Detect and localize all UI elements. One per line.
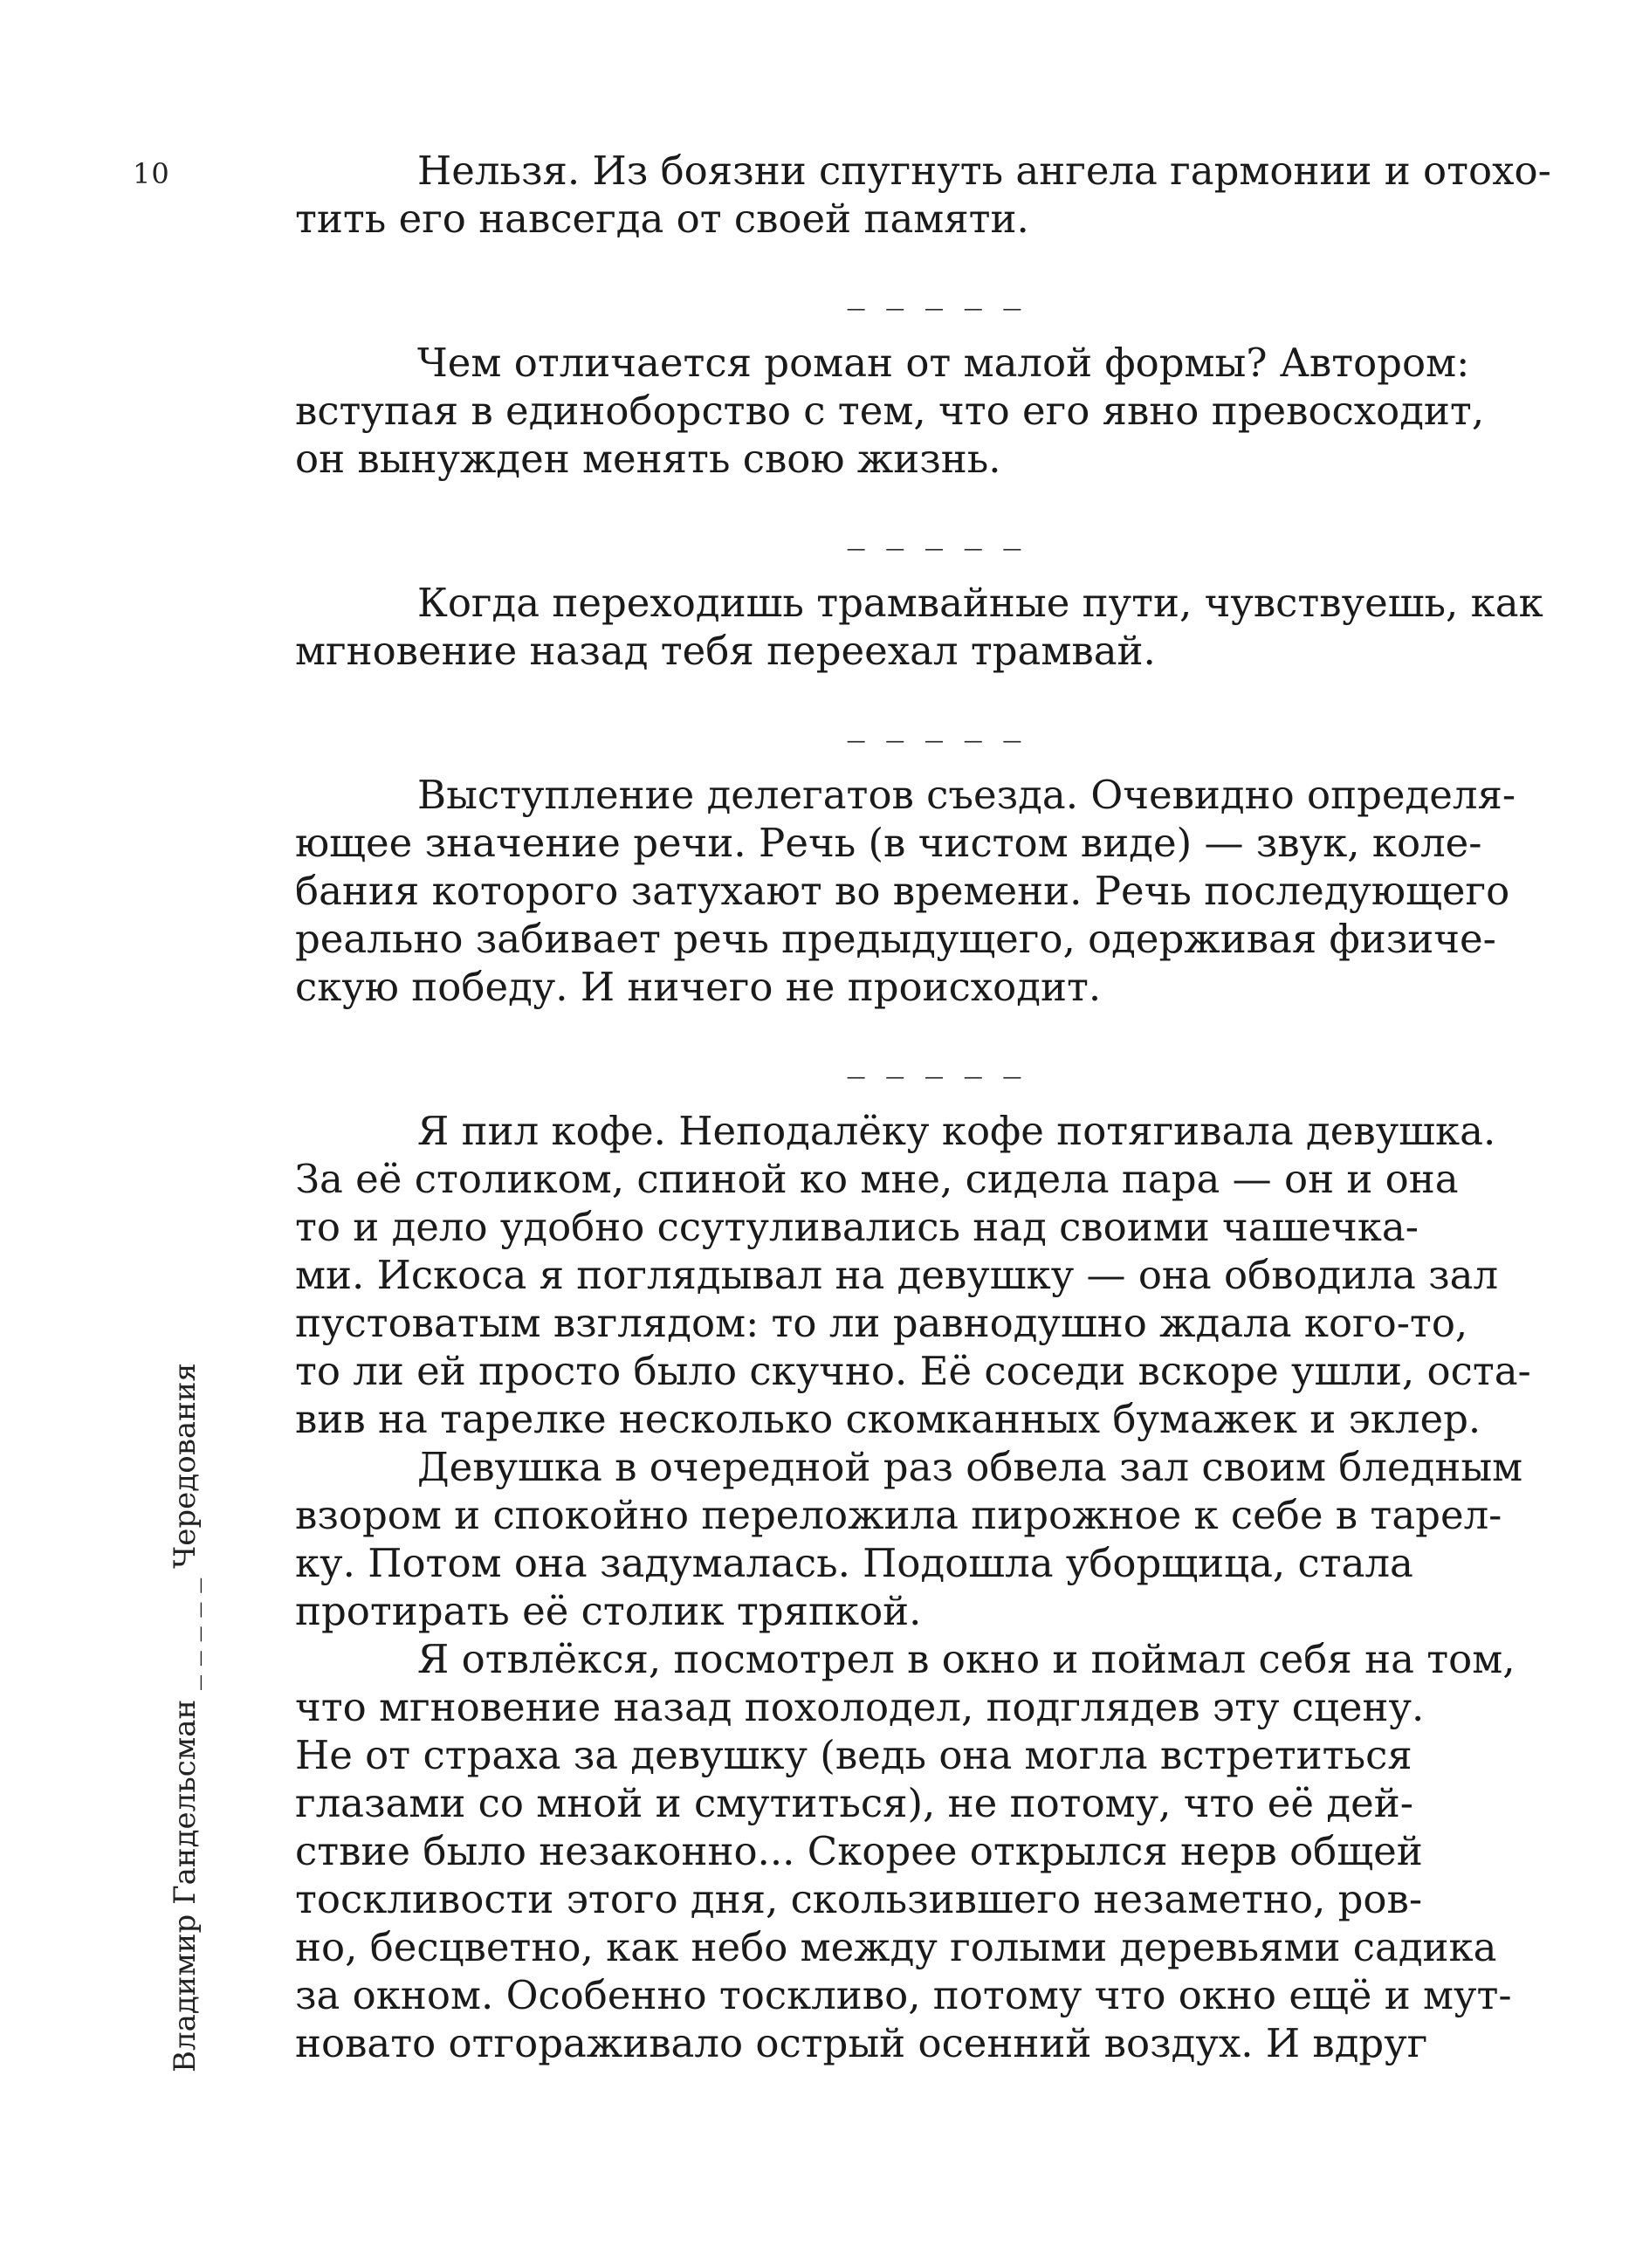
section-separator: _ _ _ _ _ (847, 703, 1027, 743)
text-line: тоскливости этого дня, скользившего незаметно, ров- (295, 1876, 1423, 1922)
text-section (295, 579, 1543, 675)
running-head: Владимир Гандельсман _ _ _ _ _ Чередования (168, 1363, 203, 2072)
text-line: Когда переходишь трамвайные пути, чувствуешь, как (417, 580, 1543, 626)
text-section (295, 339, 1485, 483)
section-separator: _ _ _ _ _ (847, 511, 1027, 551)
paragraph (295, 147, 1551, 243)
text-line: то и дело удобно ссутуливались над своими чашечка- (295, 1204, 1419, 1250)
text-line: но, бесцветно, как небо между голыми деревьями садика (295, 1924, 1497, 1970)
paragraph (295, 1635, 1516, 2067)
text-line: что мгновение назад похолодел, подглядев эту сцену. (295, 1684, 1425, 1730)
text-line: вступая в единоборство с тем, что его явно превосходит, (295, 388, 1485, 434)
text-section (295, 771, 1516, 1011)
paragraph (295, 1443, 1523, 1635)
text-line: Не от страха за девушку (ведь она могла встретиться (295, 1732, 1412, 1778)
text-column (295, 147, 1551, 2067)
text-line: ствие было незаконно... Скорее открылся нерв общей (295, 1828, 1423, 1874)
text-section (295, 147, 1551, 243)
text-section (295, 1107, 1531, 2067)
text-line: Девушка в очередной раз обвела зал своим бледным (417, 1444, 1523, 1490)
text-line: мгновение назад тебя переехал трамвай. (295, 628, 1156, 674)
paragraph (295, 771, 1516, 1011)
text-line: новато отгораживало острый осенний воздух. И вдруг (295, 2020, 1428, 2066)
section-separator: _ _ _ _ _ (847, 271, 1027, 311)
text-line: скую победу. И ничего не происходит. (295, 964, 1102, 1010)
text-line: бания которого затухают во времени. Речь последующего (295, 868, 1510, 914)
text-line: Чем отличается роман от малой формы? Автором: (417, 340, 1470, 386)
paragraph (295, 579, 1543, 675)
text-line: то ли ей просто было скучно. Её соседи вскоре ушли, оста- (295, 1348, 1531, 1394)
text-line: вив на тарелке несколько скомканных бумажек и эклер. (295, 1396, 1481, 1442)
page-number: 10 (133, 157, 170, 190)
text-line: ми. Искоса я поглядывал на девушку — она обводила зал (295, 1252, 1499, 1298)
text-line: протирать её столик тряпкой. (295, 1588, 922, 1634)
section-separator: _ _ _ _ _ (847, 1039, 1027, 1079)
text-line: Выступление делегатов съезда. Очевидно определя- (417, 772, 1516, 818)
paragraph (295, 1107, 1531, 1443)
text-line: ку. Потом она задумалась. Подошла уборщица, стала (295, 1540, 1413, 1586)
text-line: за окном. Особенно тоскливо, потому что окно ещё и мут- (295, 1972, 1512, 2018)
text-line: Нельзя. Из боязни спугнуть ангела гармонии и отохо- (417, 148, 1551, 194)
text-line: Я пил кофе. Неподалёку кофе потягивала девушка. (417, 1108, 1496, 1154)
text-line: пустоватым взглядом: то ли равнодушно ждала кого-то, (295, 1300, 1468, 1346)
text-line: Я отвлёкся, посмотрел в окно и поймал себя на том, (417, 1636, 1516, 1682)
text-line: тить его навсегда от своей памяти. (295, 196, 1029, 242)
text-line: глазами со мной и смутиться), не потому, что её дей- (295, 1780, 1413, 1826)
text-line: За её столиком, спиной ко мне, сидела пара — он и она (295, 1156, 1459, 1202)
text-line: ющее значение речи. Речь (в чистом виде) — звук, коле- (295, 820, 1482, 866)
paragraph (295, 339, 1485, 483)
text-line: реально забивает речь предыдущего, одерживая физиче- (295, 916, 1496, 962)
text-line: он вынужден менять свою жизнь. (295, 436, 1001, 482)
text-line: взором и спокойно переложила пирожное к себе в тарел- (295, 1492, 1502, 1538)
